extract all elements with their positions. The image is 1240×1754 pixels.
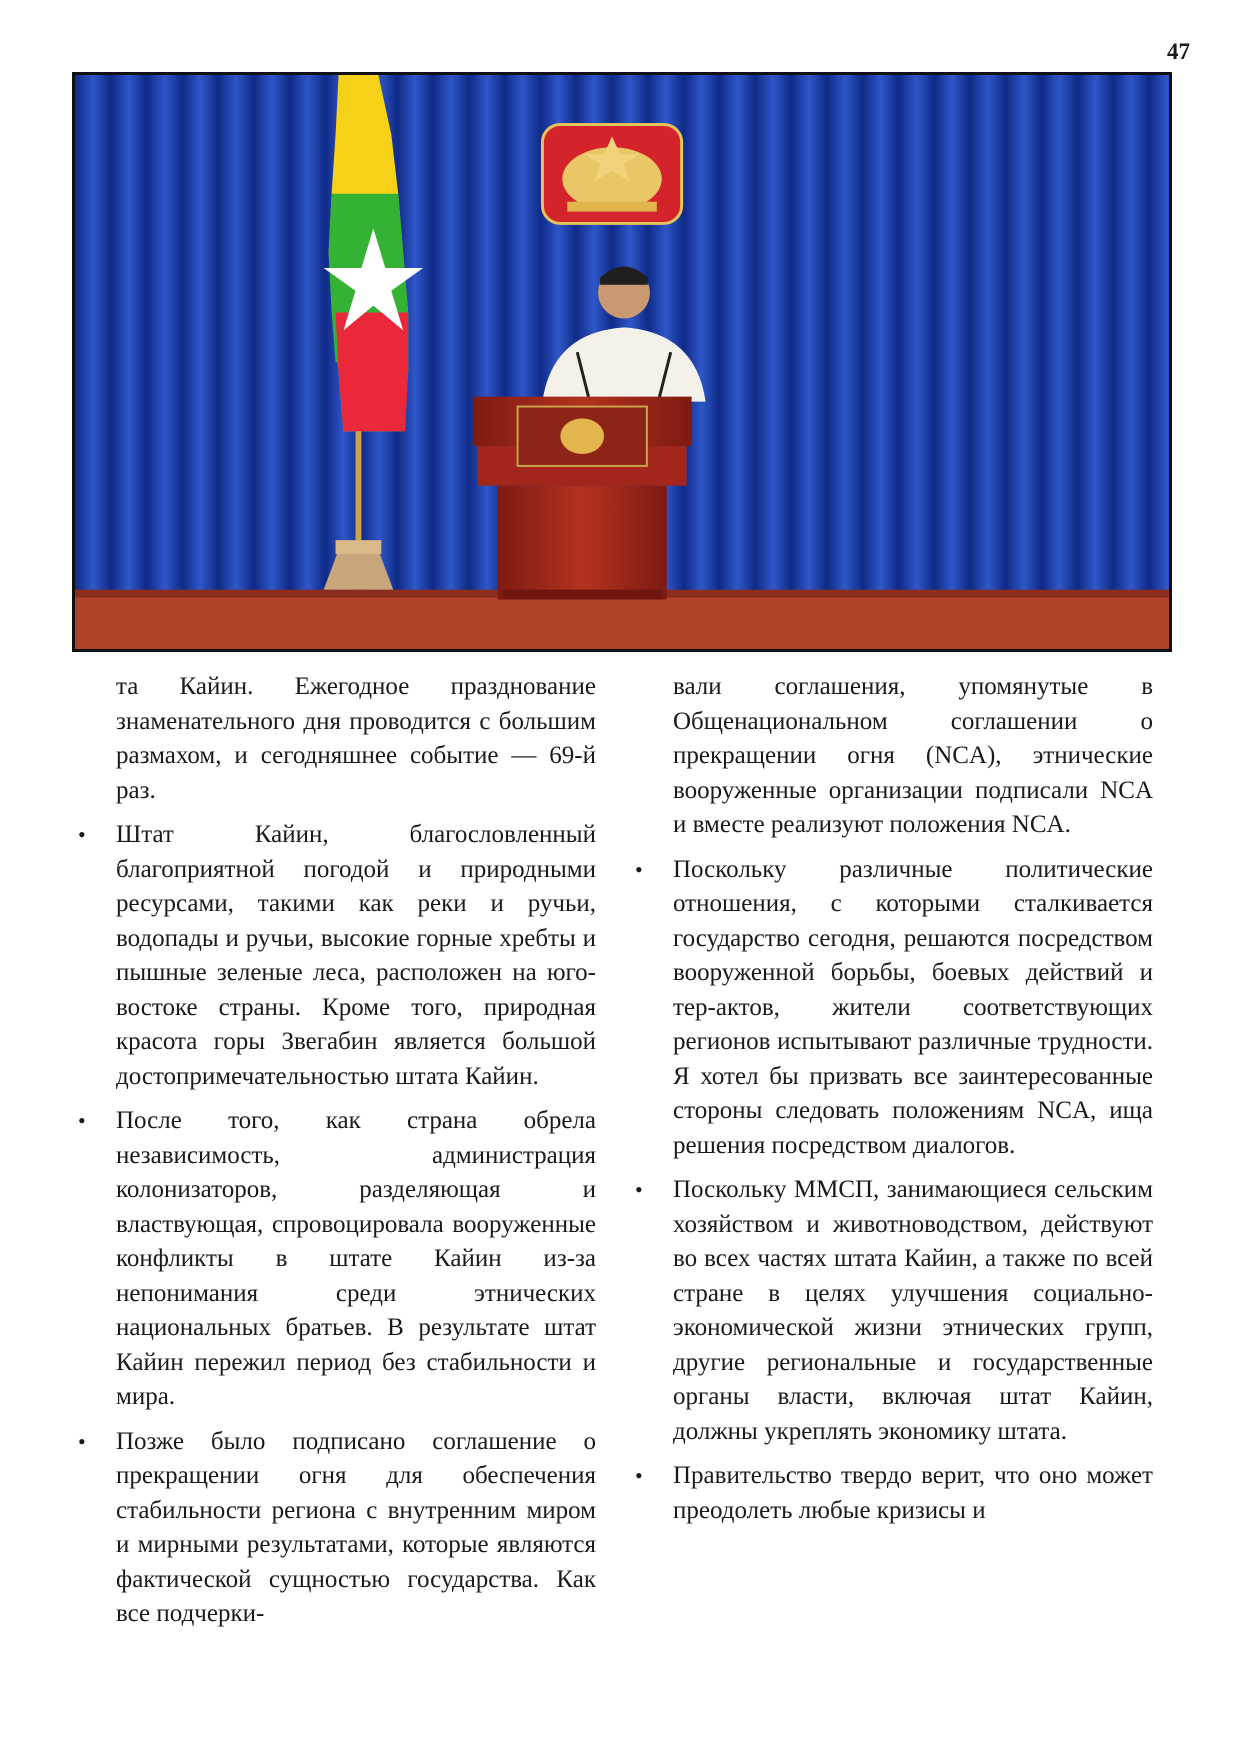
right-intro-paragraph: вали соглашения, упомянутые в Общенациональном соглашении о прекращении огня (NCA), этнические вооруженные организации подписали NCA и вместе реализуют положения NCA. xyxy=(673,673,1153,838)
list-item: • Штат Кайин, благословленный благоприятной погодой и природными ресурсами, такими как реки и ручьи, водопады и ручьи, высокие горные хребты и пышные зеленые леса, расположен на юго-востоке страны. Кроме того, природная красота горы Звегабин является большой достопримечательностью штата Кайин. xyxy=(116,818,596,1094)
floor-strip xyxy=(75,595,1169,649)
left-column xyxy=(116,670,596,1642)
list-item: • Поскольку ММСП, занимающиеся сельским хозяйством и животноводством, действуют во всех частях штата Кайин, а также по всей стране в целях улучшения социально-экономической жизни этнических групп, другие региональные и государственные органы власти, включая штат Кайин, должны укреплять экономику штата. xyxy=(673,1173,1153,1449)
list-item: • Правительство твердо верит, что оно может преодолеть любые кризисы и xyxy=(673,1459,1153,1528)
photo-speaker-at-podium xyxy=(72,72,1172,652)
left-bullet-list xyxy=(116,818,596,1632)
podium xyxy=(473,397,692,600)
list-item: • Поскольку различные политические отношения, с которыми сталкивается государство сегодня, решаются посредством вооруженной борьбы, боевых действий и тер-актов, жители соответствующих регионов испытывают различные трудности. Я хотел бы призвать все заинтересованные стороны следовать положениям NCA, ища решения посредством диалогов. xyxy=(673,853,1153,1164)
list-item: • После того, как страна обрела независимость, администрация колонизаторов, разделяющая и властвующая, спровоцировала вооруженные конфликты в штате Кайин из-за непонимания среди этнических национальных братьев. В результате штат Кайин пережил период без стабильности и мира. xyxy=(116,1104,596,1415)
left-intro-paragraph: та Кайин. Ежегодное празднование знаменательного дня проводится с большим размахом, и сегодняшнее событие — 69-й раз. xyxy=(116,673,596,804)
list-item: • Позже было подписано соглашение о прекращении огня для обеспечения стабильности региона с внутренним миром и мирными результатами, которые являются фактической сущностью государства. Как все подчерки- xyxy=(116,1425,596,1632)
state-emblem xyxy=(542,124,681,223)
right-bullet-list xyxy=(673,853,1153,1529)
page-number: 47 xyxy=(1167,39,1190,64)
right-column xyxy=(673,670,1153,1538)
